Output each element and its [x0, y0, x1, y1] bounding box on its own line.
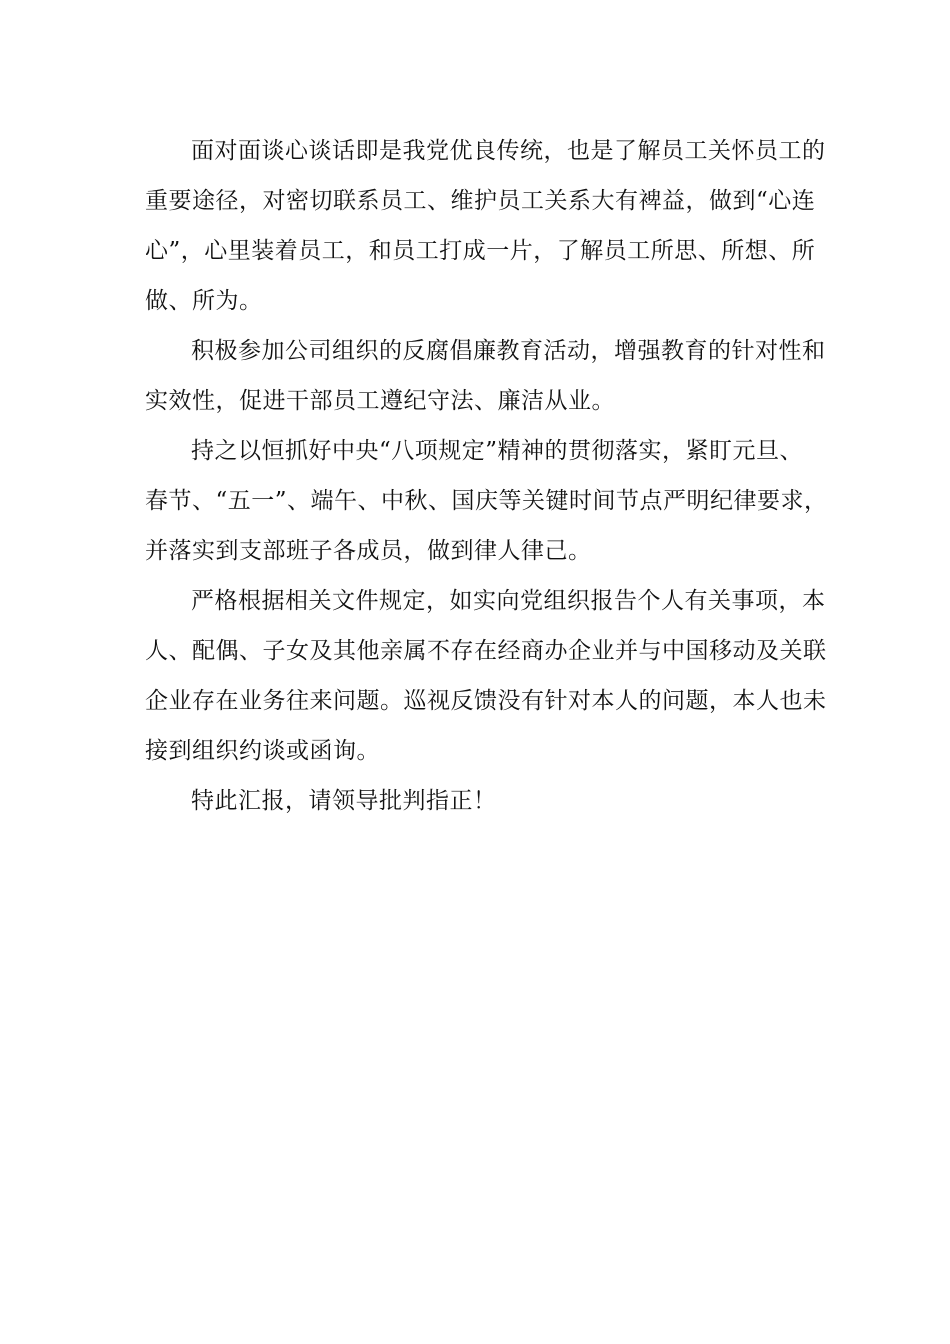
paragraph-line: 积极参加公司组织的反腐倡廉教育活动，增强教育的针对性和	[191, 338, 826, 364]
paragraph-line: 实效性，促进干部员工遵纪守法、廉洁从业。	[145, 388, 615, 414]
paragraph-anti-corruption-education	[145, 326, 826, 426]
paragraph-line: 面对面谈心谈话即是我党优良传统，也是了解员工关怀员工的	[191, 138, 826, 164]
paragraph-line: 特此汇报，请领导批判指正！	[191, 788, 497, 814]
paragraph-line: 并落实到支部班子各成员，做到律人律己。	[145, 538, 592, 564]
paragraph-heart-to-heart-talks	[145, 126, 826, 326]
paragraph-line: 做、所为。	[145, 288, 263, 314]
paragraph-line: 持之以恒抓好中央“八项规定”精神的贯彻落实，紧盯元旦、	[191, 438, 804, 464]
paragraph-line: 重要途径，对密切联系员工、维护员工关系大有裨益，做到“心连	[145, 188, 816, 214]
paragraph-line: 接到组织约谈或函询。	[145, 738, 380, 764]
paragraph-line: 人、配偶、子女及其他亲属不存在经商办企业并与中国移动及关联	[145, 638, 827, 664]
document-body	[145, 126, 828, 826]
paragraph-eight-point-regulations	[145, 426, 828, 576]
paragraph-line: 严格根据相关文件规定，如实向党组织报告个人有关事项，本	[191, 588, 826, 614]
paragraph-line: 心”，心里装着员工，和员工打成一片，了解员工所思、所想、所	[145, 238, 816, 264]
paragraph-line: 企业存在业务往来问题。巡视反馈没有针对本人的问题，本人也未	[145, 688, 827, 714]
paragraph-closing-remark	[145, 776, 817, 826]
paragraph-line: 春节、“五一”、端午、中秋、国庆等关键时间节点严明纪律要求，	[145, 488, 828, 514]
paragraph-personal-matters-report	[145, 576, 827, 776]
